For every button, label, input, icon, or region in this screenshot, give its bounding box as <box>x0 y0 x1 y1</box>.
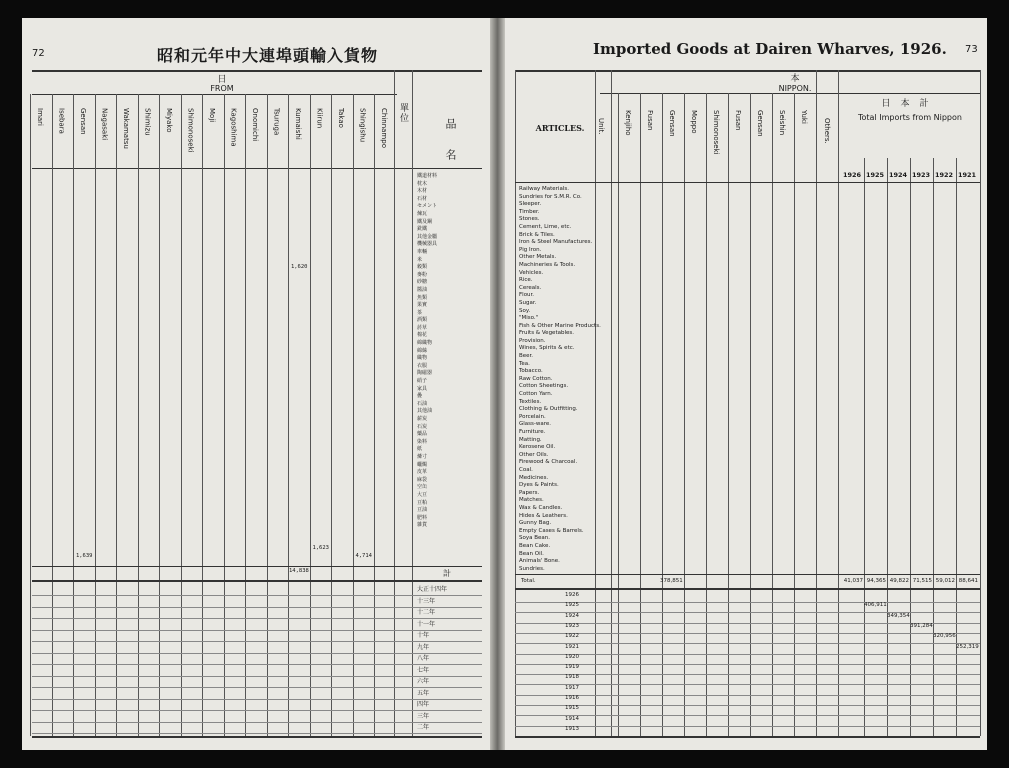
column-divider <box>838 70 839 736</box>
year-row-rule <box>32 653 482 654</box>
total-row-rule-top <box>32 566 482 567</box>
nippon-label-en: NIPPON. <box>778 84 812 93</box>
data-cell-column: 1,623 <box>312 545 329 552</box>
column-divider <box>331 94 332 736</box>
year-row-rule <box>32 664 482 665</box>
column-divider <box>267 94 268 736</box>
column-divider <box>224 94 225 736</box>
year-row-label: 八年 <box>417 655 430 662</box>
table-top-rule <box>515 70 980 72</box>
column-divider <box>412 70 413 736</box>
data-cell-column: 1,639 <box>75 552 93 559</box>
from-label-jp: 日 <box>217 75 227 85</box>
year-row-label: 1922 <box>565 633 579 640</box>
year-row-label: 六年 <box>417 678 430 685</box>
year-row-rule <box>515 654 980 655</box>
year-row-rule <box>32 699 482 700</box>
year-row-label: 1917 <box>565 684 579 691</box>
column-divider <box>618 93 619 736</box>
commodity-name-label: 品名 <box>444 118 457 180</box>
column-divider <box>30 94 31 736</box>
total-row-value: 71,515 <box>912 578 932 584</box>
column-divider <box>640 93 641 736</box>
total-header-jp: 日本計 <box>881 99 939 109</box>
articles-header: ARTICLES. <box>535 123 585 133</box>
year-header: 1921 <box>957 171 977 179</box>
grand-total: 378,851 <box>660 578 683 584</box>
column-divider <box>202 94 203 736</box>
year-row-label: 1913 <box>565 725 579 732</box>
column-divider <box>794 93 795 736</box>
column-divider <box>706 93 707 736</box>
table-top-rule <box>32 70 482 72</box>
year-header: 1923 <box>911 171 931 179</box>
year-row-total: 406,911 <box>864 602 887 609</box>
column-divider <box>980 70 981 736</box>
year-row-rule <box>515 715 980 716</box>
nippon-label-jp: 本 <box>790 74 800 84</box>
year-row-rule <box>32 630 482 631</box>
year-row-label: 1926 <box>565 592 579 598</box>
port-header: Shimonoseki <box>186 108 195 153</box>
column-divider <box>374 94 375 736</box>
port-header: Gensan <box>79 108 87 135</box>
year-row-rule <box>32 676 482 677</box>
port-header: Fusan <box>646 110 654 131</box>
column-divider <box>662 93 663 736</box>
port-header: Shingishu <box>358 108 367 143</box>
port-header: Gensan <box>756 110 764 137</box>
port-header: Kenjiho <box>624 110 632 136</box>
column-divider <box>95 94 96 736</box>
table-bottom-rule <box>515 736 980 738</box>
column-divider <box>159 94 160 736</box>
year-row-rule <box>515 726 980 727</box>
year-row-label: 十二年 <box>417 609 436 616</box>
year-row-label: 七年 <box>417 666 430 674</box>
year-row-label: 1920 <box>565 653 579 660</box>
year-row-total: 252,319 <box>956 643 979 650</box>
year-row-total: 349,354 <box>887 612 910 619</box>
total-row-value: 41,037 <box>843 578 863 584</box>
commodity-list-jp: 鐵道材料 枕木 木材 石材 セメント 煉瓦 鐵及鋼 銑鐵 其他金屬 機械器具 車輛 米 穀類 麥粉 砂糖 醬油 魚類 果實 茶 酒類 菸草 棉花 綿織物 綿絲 織物 衣服 陶磁器 硝子 家具 疊 石油 其他油 薪炭 石炭 藥品 染料 紙 燐寸 蠟燭 皮革 麻袋 空缶 大豆 豆粕 豆油 肥料 雜貨 <box>417 173 438 529</box>
column-divider <box>728 93 729 736</box>
data-cell-column: 4,714 <box>355 552 372 559</box>
year-row-label: 1925 <box>565 602 579 609</box>
page-title-japanese: 昭和元年中大連埠頭輸入貨物 <box>157 46 379 65</box>
port-header: Takao <box>337 108 345 128</box>
year-row-rule <box>515 684 980 685</box>
year-row-label: 十一年 <box>417 620 436 628</box>
year-row-rule <box>32 618 482 619</box>
year-row-label: 三年 <box>417 712 430 720</box>
port-header: Yuki <box>800 110 808 124</box>
year-row-label: 1916 <box>565 695 579 701</box>
column-divider <box>864 158 865 736</box>
table-bottom-rule <box>32 736 482 738</box>
port-header: Shimonoseki <box>712 110 720 155</box>
total-row-value: 49,822 <box>889 578 909 584</box>
year-row-label: 四年 <box>417 701 430 708</box>
year-row-rule <box>32 710 482 711</box>
port-header: Kagoshima <box>229 108 238 147</box>
port-header: Moppo <box>690 110 698 134</box>
header-rule <box>32 94 397 95</box>
header-rule <box>600 93 980 94</box>
port-header: Seishin <box>778 110 786 136</box>
from-label-en: FROM <box>210 84 234 93</box>
column-divider <box>772 93 773 736</box>
column-divider <box>933 158 934 736</box>
year-row-label: 1924 <box>565 612 579 619</box>
year-row-label: 五年 <box>417 689 430 697</box>
port-header: Kumaishi <box>294 108 302 140</box>
column-divider <box>910 158 911 736</box>
unit-label-jp: 單位 <box>398 103 408 123</box>
year-row-label: 九年 <box>417 643 430 651</box>
port-header: Onomichi <box>251 108 259 142</box>
total-row-label: Total. <box>521 578 536 584</box>
port-header: Miyako <box>165 108 173 133</box>
column-divider <box>816 70 817 736</box>
page-number-right: 73 <box>965 44 978 55</box>
year-row-total: 391,284 <box>910 622 933 629</box>
data-cell-column: 1,620 14,838 <box>289 264 309 574</box>
port-header: Gensan <box>668 110 676 137</box>
year-row-rule <box>515 643 980 644</box>
year-row-rule <box>515 612 980 613</box>
year-row-total: 320,956 <box>933 633 956 640</box>
year-row-rule <box>515 664 980 665</box>
page-number-left: 72 <box>32 48 45 59</box>
port-header: Moji <box>208 108 216 123</box>
right-page <box>505 18 987 750</box>
column-divider <box>750 93 751 736</box>
year-row-label: 大正十四年 <box>417 586 448 593</box>
year-row-rule <box>32 641 482 642</box>
port-header: Nagasaki <box>100 108 109 141</box>
year-row-rule <box>515 633 980 634</box>
header-bottom-rule <box>32 168 482 169</box>
year-row-rule <box>32 595 482 596</box>
port-header: Chinnampo <box>380 108 388 148</box>
year-row-label: 十三年 <box>417 597 436 605</box>
year-row-label: 1915 <box>565 705 579 712</box>
year-row-rule <box>32 733 482 734</box>
year-header: 1926 <box>842 171 862 179</box>
total-label-jp: 計 <box>443 569 451 578</box>
year-row-label: 1921 <box>565 643 579 650</box>
year-row-rule <box>515 705 980 706</box>
year-header: 1922 <box>934 171 954 179</box>
column-divider <box>515 70 516 736</box>
unit-header: Unit. <box>597 118 605 135</box>
year-row-rule <box>515 602 980 603</box>
year-header: 1924 <box>888 171 908 179</box>
column-divider <box>245 94 246 736</box>
port-header: Fusan <box>734 110 742 131</box>
year-row-label: 1914 <box>565 715 579 722</box>
total-row-value: 94,365 <box>866 578 886 584</box>
port-header: Imari <box>36 108 44 126</box>
year-header: 1925 <box>865 171 885 179</box>
others-header: Others. <box>823 118 831 144</box>
page-title-english: Imported Goods at Dairen Wharves, 1926. <box>593 40 947 58</box>
total-row-value: 59,012 <box>935 578 955 584</box>
year-row-label: 1919 <box>565 664 579 671</box>
column-divider <box>52 94 53 736</box>
port-header: Kiirun <box>315 108 324 129</box>
column-divider <box>611 70 612 736</box>
column-divider <box>116 94 117 736</box>
year-row-label: 二年 <box>417 724 430 731</box>
port-header: Wakamatsu <box>122 108 130 149</box>
total-row-value: 88,641 <box>958 578 978 584</box>
port-header: Shimizu <box>143 108 152 136</box>
column-divider <box>394 70 395 736</box>
articles-list: Railway Materials. Sundries for S.M.R. Co. Sleeper. Timber. Stones. Cement, Lime, etc. Brick & Tiles. Iron & Steel Manufactures. Pig Iron. Other Metals. Machineries & Tools. Vehicles. Rice. Cereals. Flour. Sugar. Soy. "Miso." Fish & Other Marine Products. Fruits & Vegetables. Provision. Wines, Spirits & etc. Beer. Tea. Tobacco. Raw Cotton. Cotton Sheetings. Cotton Yarn. Textiles. Clothing & Outfitting. Porcelain. Glass-ware. Furniture. Matting. Kerosene Oil. Other Oils. Firewood & Charcoal. Coal. Medicines. Dyes & Paints. Papers. Matches. Wax & Candles. Hides & Leathers. Gunny Bag. Empty Cases & Barrels. Soya Bean. Bean Cake. Bean Oil. Animals' Bone. Sundries. <box>519 186 601 572</box>
year-row-label: 1923 <box>565 622 579 629</box>
left-page <box>22 18 490 750</box>
year-row-rule <box>32 607 482 608</box>
year-row-rule <box>32 687 482 688</box>
book-spine <box>490 18 505 750</box>
column-divider <box>684 93 685 736</box>
total-row-rule-top <box>515 574 980 575</box>
port-header: Isebara <box>57 108 66 134</box>
year-row-label: 1918 <box>565 674 579 681</box>
total-row-rule <box>515 588 980 590</box>
year-row-label: 十年 <box>417 632 430 639</box>
year-row-rule <box>515 695 980 696</box>
header-bottom-rule <box>515 182 980 183</box>
total-row-rule <box>32 580 482 582</box>
year-row-rule <box>32 722 482 723</box>
column-divider <box>138 94 139 736</box>
total-header-en: Total Imports from Nippon <box>858 113 962 122</box>
column-divider <box>181 94 182 736</box>
year-row-rule <box>515 674 980 675</box>
port-header: Tsuruga <box>272 108 281 136</box>
column-divider <box>887 158 888 736</box>
